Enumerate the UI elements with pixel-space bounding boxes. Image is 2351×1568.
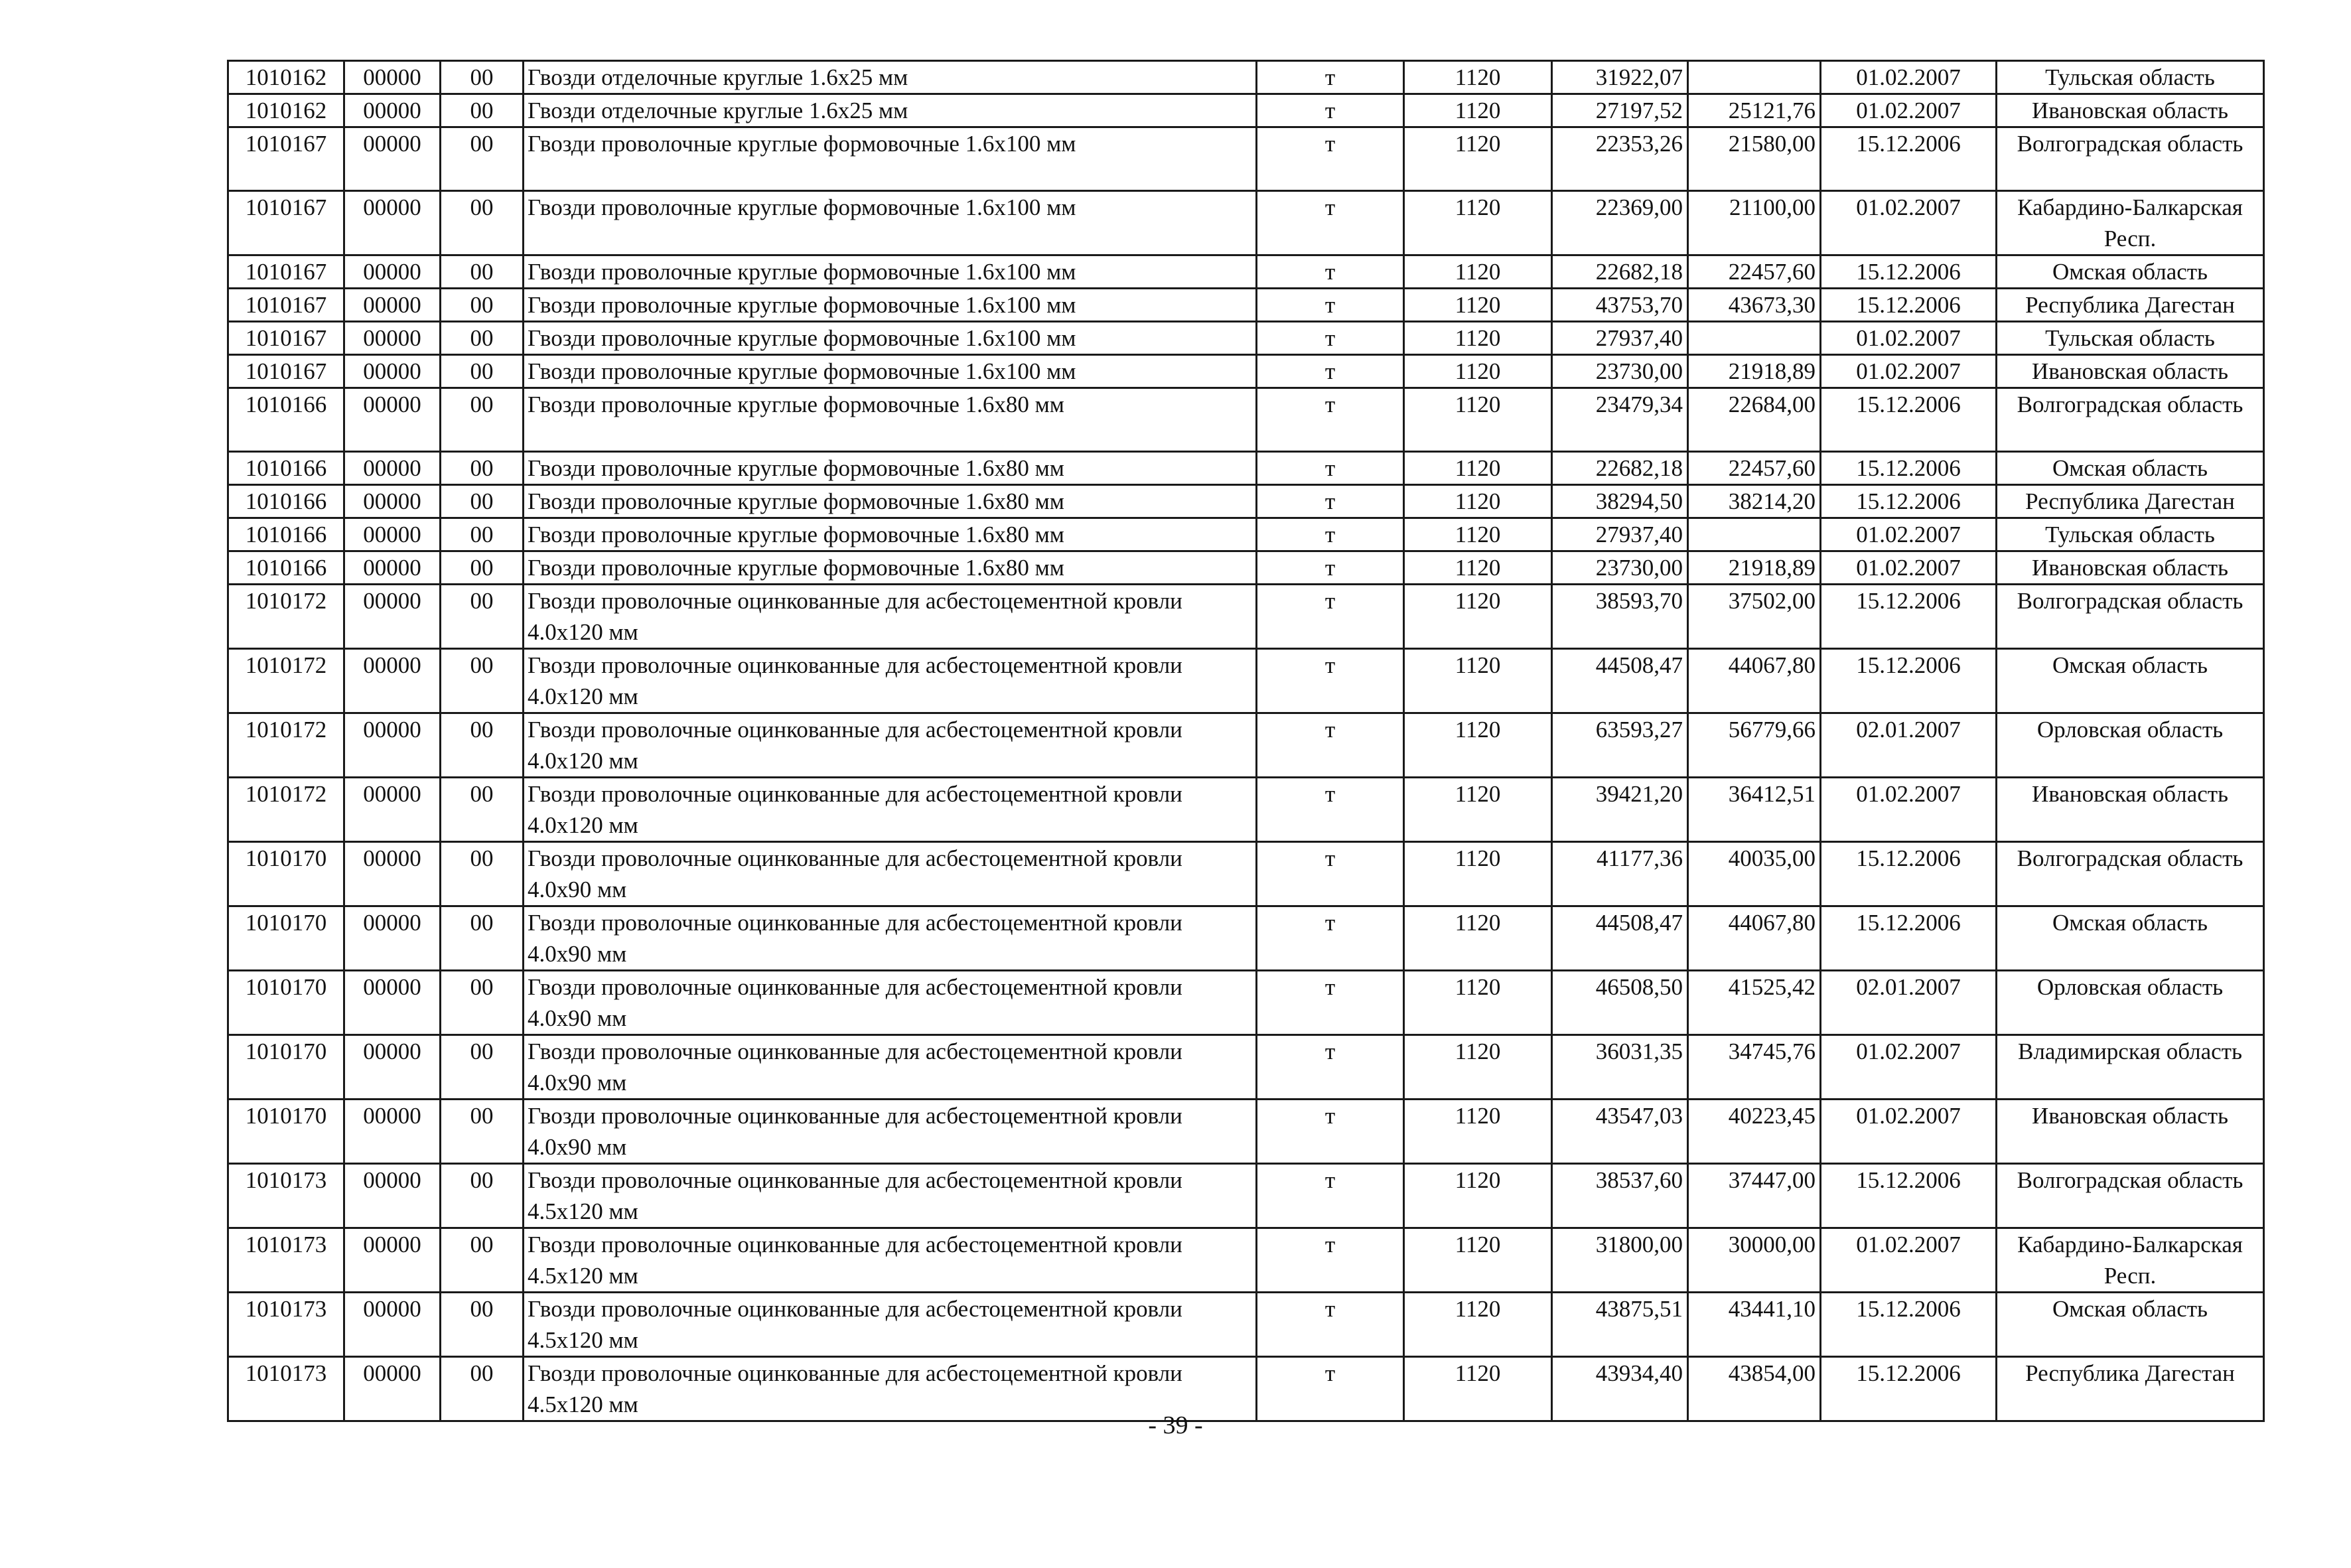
item-code-cell: 1010170 [228, 842, 344, 906]
item-code-cell: 1010167 [228, 127, 344, 191]
table-row [228, 585, 2264, 649]
price-min-cell: 43854,00 [1688, 1357, 1821, 1421]
price-max-cell: 23730,00 [1552, 551, 1688, 585]
variant-code-cell: 00 [441, 1357, 524, 1421]
item-code-cell: 1010166 [228, 518, 344, 551]
okei-code-cell: 1120 [1404, 713, 1552, 778]
price-min-cell: 22457,60 [1688, 452, 1821, 485]
unit-cell: т [1257, 971, 1404, 1035]
price-min-cell: 43673,30 [1688, 289, 1821, 322]
price-max-cell: 44508,47 [1552, 649, 1688, 713]
product-name-cell: Гвозди проволочные оцинкованные для асбестоцементной кровли 4.0х90 мм [524, 842, 1257, 906]
price-date-cell: 15.12.2006 [1821, 1357, 1997, 1421]
product-name-cell: Гвозди отделочные круглые 1.6х25 мм [524, 61, 1257, 94]
sub-code-cell: 00000 [344, 649, 441, 713]
region-cell: Омская область [1997, 649, 2264, 713]
price-min-cell: 44067,80 [1688, 649, 1821, 713]
price-min-cell [1688, 518, 1821, 551]
price-table [227, 60, 2265, 1422]
variant-code-cell: 00 [441, 1035, 524, 1100]
price-date-cell: 15.12.2006 [1821, 649, 1997, 713]
okei-code-cell: 1120 [1404, 1100, 1552, 1164]
region-cell: Республика Дагестан [1997, 289, 2264, 322]
price-date-cell: 02.01.2007 [1821, 971, 1997, 1035]
okei-code-cell: 1120 [1404, 551, 1552, 585]
product-name-cell: Гвозди проволочные круглые формовочные 1.6х80 мм [524, 518, 1257, 551]
sub-code-cell: 00000 [344, 1035, 441, 1100]
product-name-cell: Гвозди проволочные круглые формовочные 1.6х100 мм [524, 255, 1257, 289]
item-code-cell: 1010172 [228, 778, 344, 842]
price-date-cell: 01.02.2007 [1821, 778, 1997, 842]
table-row [228, 322, 2264, 355]
unit-cell: т [1257, 322, 1404, 355]
price-date-cell: 01.02.2007 [1821, 355, 1997, 388]
sub-code-cell: 00000 [344, 191, 441, 255]
price-max-cell: 22353,26 [1552, 127, 1688, 191]
okei-code-cell: 1120 [1404, 94, 1552, 127]
price-max-cell: 22682,18 [1552, 255, 1688, 289]
product-name-cell: Гвозди проволочные оцинкованные для асбестоцементной кровли 4.0х90 мм [524, 971, 1257, 1035]
price-min-cell: 21918,89 [1688, 355, 1821, 388]
variant-code-cell: 00 [441, 1293, 524, 1357]
product-name-cell: Гвозди проволочные круглые формовочные 1.6х80 мм [524, 551, 1257, 585]
sub-code-cell: 00000 [344, 94, 441, 127]
variant-code-cell: 00 [441, 452, 524, 485]
table-row [228, 1164, 2264, 1228]
region-cell: Орловская область [1997, 971, 2264, 1035]
table-row [228, 255, 2264, 289]
variant-code-cell: 00 [441, 355, 524, 388]
unit-cell: т [1257, 452, 1404, 485]
okei-code-cell: 1120 [1404, 971, 1552, 1035]
unit-cell: т [1257, 585, 1404, 649]
variant-code-cell: 00 [441, 842, 524, 906]
region-cell: Омская область [1997, 906, 2264, 971]
product-name-cell: Гвозди проволочные оцинкованные для асбестоцементной кровли 4.5х120 мм [524, 1164, 1257, 1228]
sub-code-cell: 00000 [344, 1293, 441, 1357]
item-code-cell: 1010172 [228, 649, 344, 713]
table-row [228, 355, 2264, 388]
region-cell: Ивановская область [1997, 1100, 2264, 1164]
price-max-cell: 43934,40 [1552, 1357, 1688, 1421]
table-row [228, 191, 2264, 255]
region-cell: Владимирская область [1997, 1035, 2264, 1100]
price-min-cell: 40223,45 [1688, 1100, 1821, 1164]
price-max-cell: 31800,00 [1552, 1228, 1688, 1293]
price-max-cell: 63593,27 [1552, 713, 1688, 778]
item-code-cell: 1010170 [228, 1100, 344, 1164]
sub-code-cell: 00000 [344, 518, 441, 551]
price-max-cell: 38593,70 [1552, 585, 1688, 649]
unit-cell: т [1257, 1164, 1404, 1228]
okei-code-cell: 1120 [1404, 1164, 1552, 1228]
item-code-cell: 1010167 [228, 255, 344, 289]
product-name-cell: Гвозди проволочные оцинкованные для асбестоцементной кровли 4.5х120 мм [524, 1357, 1257, 1421]
unit-cell: т [1257, 842, 1404, 906]
price-min-cell: 37447,00 [1688, 1164, 1821, 1228]
unit-cell: т [1257, 355, 1404, 388]
price-max-cell: 23479,34 [1552, 388, 1688, 452]
price-min-cell: 21918,89 [1688, 551, 1821, 585]
item-code-cell: 1010173 [228, 1357, 344, 1421]
variant-code-cell: 00 [441, 971, 524, 1035]
okei-code-cell: 1120 [1404, 1357, 1552, 1421]
region-cell: Республика Дагестан [1997, 485, 2264, 518]
okei-code-cell: 1120 [1404, 61, 1552, 94]
region-cell: Омская область [1997, 255, 2264, 289]
table-row [228, 94, 2264, 127]
table-row [228, 971, 2264, 1035]
unit-cell: т [1257, 1228, 1404, 1293]
unit-cell: т [1257, 255, 1404, 289]
variant-code-cell: 00 [441, 585, 524, 649]
variant-code-cell: 00 [441, 906, 524, 971]
price-min-cell: 30000,00 [1688, 1228, 1821, 1293]
price-max-cell: 46508,50 [1552, 971, 1688, 1035]
product-name-cell: Гвозди проволочные оцинкованные для асбестоцементной кровли 4.0х120 мм [524, 713, 1257, 778]
price-date-cell: 01.02.2007 [1821, 61, 1997, 94]
product-name-cell: Гвозди проволочные оцинкованные для асбестоцементной кровли 4.0х120 мм [524, 649, 1257, 713]
variant-code-cell: 00 [441, 94, 524, 127]
unit-cell: т [1257, 778, 1404, 842]
product-name-cell: Гвозди проволочные круглые формовочные 1.6х100 мм [524, 355, 1257, 388]
product-name-cell: Гвозди проволочные оцинкованные для асбестоцементной кровли 4.0х90 мм [524, 906, 1257, 971]
sub-code-cell: 00000 [344, 485, 441, 518]
price-min-cell: 25121,76 [1688, 94, 1821, 127]
price-date-cell: 01.02.2007 [1821, 191, 1997, 255]
okei-code-cell: 1120 [1404, 127, 1552, 191]
region-cell: Республика Дагестан [1997, 1357, 2264, 1421]
price-date-cell: 15.12.2006 [1821, 452, 1997, 485]
item-code-cell: 1010167 [228, 322, 344, 355]
price-min-cell: 37502,00 [1688, 585, 1821, 649]
unit-cell: т [1257, 1293, 1404, 1357]
variant-code-cell: 00 [441, 388, 524, 452]
unit-cell: т [1257, 906, 1404, 971]
okei-code-cell: 1120 [1404, 906, 1552, 971]
table-row [228, 485, 2264, 518]
price-max-cell: 23730,00 [1552, 355, 1688, 388]
okei-code-cell: 1120 [1404, 355, 1552, 388]
price-min-cell: 22684,00 [1688, 388, 1821, 452]
sub-code-cell: 00000 [344, 388, 441, 452]
price-date-cell: 15.12.2006 [1821, 485, 1997, 518]
okei-code-cell: 1120 [1404, 518, 1552, 551]
variant-code-cell: 00 [441, 191, 524, 255]
okei-code-cell: 1120 [1404, 322, 1552, 355]
price-date-cell: 15.12.2006 [1821, 842, 1997, 906]
unit-cell: т [1257, 127, 1404, 191]
variant-code-cell: 00 [441, 649, 524, 713]
sub-code-cell: 00000 [344, 1164, 441, 1228]
okei-code-cell: 1120 [1404, 585, 1552, 649]
price-date-cell: 15.12.2006 [1821, 289, 1997, 322]
price-max-cell: 27197,52 [1552, 94, 1688, 127]
item-code-cell: 1010172 [228, 585, 344, 649]
price-min-cell: 21100,00 [1688, 191, 1821, 255]
okei-code-cell: 1120 [1404, 842, 1552, 906]
price-date-cell: 15.12.2006 [1821, 255, 1997, 289]
table-row [228, 289, 2264, 322]
table-row [228, 1293, 2264, 1357]
price-min-cell: 36412,51 [1688, 778, 1821, 842]
variant-code-cell: 00 [441, 61, 524, 94]
item-code-cell: 1010173 [228, 1164, 344, 1228]
item-code-cell: 1010167 [228, 289, 344, 322]
region-cell: Тульская область [1997, 61, 2264, 94]
sub-code-cell: 00000 [344, 971, 441, 1035]
sub-code-cell: 00000 [344, 127, 441, 191]
price-min-cell: 40035,00 [1688, 842, 1821, 906]
sub-code-cell: 00000 [344, 1100, 441, 1164]
okei-code-cell: 1120 [1404, 649, 1552, 713]
okei-code-cell: 1120 [1404, 452, 1552, 485]
region-cell: Ивановская область [1997, 355, 2264, 388]
region-cell: Ивановская область [1997, 778, 2264, 842]
price-date-cell: 15.12.2006 [1821, 585, 1997, 649]
sub-code-cell: 00000 [344, 551, 441, 585]
item-code-cell: 1010166 [228, 485, 344, 518]
price-max-cell: 22369,00 [1552, 191, 1688, 255]
unit-cell: т [1257, 61, 1404, 94]
price-date-cell: 02.01.2007 [1821, 713, 1997, 778]
item-code-cell: 1010172 [228, 713, 344, 778]
price-date-cell: 15.12.2006 [1821, 388, 1997, 452]
variant-code-cell: 00 [441, 322, 524, 355]
unit-cell: т [1257, 713, 1404, 778]
product-name-cell: Гвозди проволочные оцинкованные для асбестоцементной кровли 4.0х90 мм [524, 1100, 1257, 1164]
unit-cell: т [1257, 1357, 1404, 1421]
price-max-cell: 27937,40 [1552, 322, 1688, 355]
variant-code-cell: 00 [441, 485, 524, 518]
region-cell: Ивановская область [1997, 94, 2264, 127]
price-date-cell: 01.02.2007 [1821, 1228, 1997, 1293]
item-code-cell: 1010167 [228, 355, 344, 388]
price-max-cell: 38294,50 [1552, 485, 1688, 518]
sub-code-cell: 00000 [344, 322, 441, 355]
item-code-cell: 1010170 [228, 906, 344, 971]
price-min-cell [1688, 322, 1821, 355]
price-max-cell: 39421,20 [1552, 778, 1688, 842]
product-name-cell: Гвозди проволочные круглые формовочные 1.6х100 мм [524, 289, 1257, 322]
variant-code-cell: 00 [441, 289, 524, 322]
item-code-cell: 1010170 [228, 971, 344, 1035]
variant-code-cell: 00 [441, 127, 524, 191]
region-cell: Омская область [1997, 1293, 2264, 1357]
unit-cell: т [1257, 551, 1404, 585]
product-name-cell: Гвозди проволочные круглые формовочные 1.6х100 мм [524, 191, 1257, 255]
sub-code-cell: 00000 [344, 906, 441, 971]
price-min-cell: 44067,80 [1688, 906, 1821, 971]
unit-cell: т [1257, 485, 1404, 518]
product-name-cell: Гвозди проволочные оцинкованные для асбестоцементной кровли 4.5х120 мм [524, 1228, 1257, 1293]
price-max-cell: 22682,18 [1552, 452, 1688, 485]
region-cell: Кабардино-Балкарская Респ. [1997, 1228, 2264, 1293]
price-date-cell: 01.02.2007 [1821, 1035, 1997, 1100]
product-name-cell: Гвозди проволочные оцинкованные для асбестоцементной кровли 4.0х120 мм [524, 585, 1257, 649]
unit-cell: т [1257, 649, 1404, 713]
okei-code-cell: 1120 [1404, 191, 1552, 255]
okei-code-cell: 1120 [1404, 1293, 1552, 1357]
variant-code-cell: 00 [441, 1228, 524, 1293]
price-date-cell: 01.02.2007 [1821, 551, 1997, 585]
price-date-cell: 15.12.2006 [1821, 1293, 1997, 1357]
product-name-cell: Гвозди проволочные оцинкованные для асбестоцементной кровли 4.0х90 мм [524, 1035, 1257, 1100]
item-code-cell: 1010173 [228, 1293, 344, 1357]
sub-code-cell: 00000 [344, 452, 441, 485]
sub-code-cell: 00000 [344, 1228, 441, 1293]
unit-cell: т [1257, 191, 1404, 255]
region-cell: Волгоградская область [1997, 1164, 2264, 1228]
sub-code-cell: 00000 [344, 842, 441, 906]
variant-code-cell: 00 [441, 255, 524, 289]
variant-code-cell: 00 [441, 713, 524, 778]
unit-cell: т [1257, 518, 1404, 551]
variant-code-cell: 00 [441, 778, 524, 842]
region-cell: Омская область [1997, 452, 2264, 485]
price-date-cell: 01.02.2007 [1821, 322, 1997, 355]
table-row [228, 1228, 2264, 1293]
unit-cell: т [1257, 1100, 1404, 1164]
price-min-cell: 43441,10 [1688, 1293, 1821, 1357]
price-max-cell: 43875,51 [1552, 1293, 1688, 1357]
sub-code-cell: 00000 [344, 585, 441, 649]
region-cell: Волгоградская область [1997, 127, 2264, 191]
price-max-cell: 43753,70 [1552, 289, 1688, 322]
price-min-cell: 41525,42 [1688, 971, 1821, 1035]
table-row [228, 518, 2264, 551]
unit-cell: т [1257, 388, 1404, 452]
region-cell: Волгоградская область [1997, 388, 2264, 452]
table-row [228, 1035, 2264, 1100]
item-code-cell: 1010162 [228, 61, 344, 94]
price-max-cell: 31922,07 [1552, 61, 1688, 94]
item-code-cell: 1010166 [228, 452, 344, 485]
item-code-cell: 1010167 [228, 191, 344, 255]
product-name-cell: Гвозди проволочные круглые формовочные 1.6х100 мм [524, 127, 1257, 191]
table-row [228, 388, 2264, 452]
table-body [228, 61, 2264, 1421]
product-name-cell: Гвозди проволочные круглые формовочные 1.6х100 мм [524, 322, 1257, 355]
product-name-cell: Гвозди проволочные оцинкованные для асбестоцементной кровли 4.5х120 мм [524, 1293, 1257, 1357]
table-row [228, 778, 2264, 842]
price-date-cell: 01.02.2007 [1821, 518, 1997, 551]
okei-code-cell: 1120 [1404, 388, 1552, 452]
price-max-cell: 36031,35 [1552, 1035, 1688, 1100]
price-max-cell: 38537,60 [1552, 1164, 1688, 1228]
unit-cell: т [1257, 1035, 1404, 1100]
table-row [228, 127, 2264, 191]
item-code-cell: 1010166 [228, 551, 344, 585]
product-name-cell: Гвозди проволочные круглые формовочные 1.6х80 мм [524, 452, 1257, 485]
okei-code-cell: 1120 [1404, 778, 1552, 842]
price-date-cell: 01.02.2007 [1821, 1100, 1997, 1164]
product-name-cell: Гвозди проволочные оцинкованные для асбестоцементной кровли 4.0х120 мм [524, 778, 1257, 842]
okei-code-cell: 1120 [1404, 255, 1552, 289]
product-name-cell: Гвозди отделочные круглые 1.6х25 мм [524, 94, 1257, 127]
price-date-cell: 15.12.2006 [1821, 1164, 1997, 1228]
sub-code-cell: 00000 [344, 255, 441, 289]
price-date-cell: 01.02.2007 [1821, 94, 1997, 127]
region-cell: Тульская область [1997, 322, 2264, 355]
table-row [228, 61, 2264, 94]
sub-code-cell: 00000 [344, 289, 441, 322]
price-max-cell: 41177,36 [1552, 842, 1688, 906]
table-row [228, 551, 2264, 585]
okei-code-cell: 1120 [1404, 1228, 1552, 1293]
sub-code-cell: 00000 [344, 1357, 441, 1421]
table-row [228, 906, 2264, 971]
variant-code-cell: 00 [441, 1100, 524, 1164]
region-cell: Волгоградская область [1997, 842, 2264, 906]
price-min-cell: 22457,60 [1688, 255, 1821, 289]
unit-cell: т [1257, 289, 1404, 322]
table-row [228, 452, 2264, 485]
item-code-cell: 1010162 [228, 94, 344, 127]
price-min-cell: 56779,66 [1688, 713, 1821, 778]
okei-code-cell: 1120 [1404, 485, 1552, 518]
variant-code-cell: 00 [441, 518, 524, 551]
sub-code-cell: 00000 [344, 713, 441, 778]
price-max-cell: 44508,47 [1552, 906, 1688, 971]
okei-code-cell: 1120 [1404, 289, 1552, 322]
price-min-cell: 38214,20 [1688, 485, 1821, 518]
sub-code-cell: 00000 [344, 778, 441, 842]
sub-code-cell: 00000 [344, 355, 441, 388]
item-code-cell: 1010173 [228, 1228, 344, 1293]
table-row [228, 713, 2264, 778]
price-max-cell: 43547,03 [1552, 1100, 1688, 1164]
okei-code-cell: 1120 [1404, 1035, 1552, 1100]
table-row [228, 649, 2264, 713]
price-min-cell [1688, 61, 1821, 94]
item-code-cell: 1010170 [228, 1035, 344, 1100]
price-min-cell: 21580,00 [1688, 127, 1821, 191]
page-number: - 39 - [1148, 1411, 1203, 1439]
price-date-cell: 15.12.2006 [1821, 127, 1997, 191]
unit-cell: т [1257, 94, 1404, 127]
region-cell: Волгоградская область [1997, 585, 2264, 649]
region-cell: Тульская область [1997, 518, 2264, 551]
price-max-cell: 27937,40 [1552, 518, 1688, 551]
variant-code-cell: 00 [441, 1164, 524, 1228]
region-cell: Ивановская область [1997, 551, 2264, 585]
region-cell: Кабардино-Балкарская Респ. [1997, 191, 2264, 255]
table-row [228, 1100, 2264, 1164]
price-min-cell: 34745,76 [1688, 1035, 1821, 1100]
table-row [228, 842, 2264, 906]
product-name-cell: Гвозди проволочные круглые формовочные 1.6х80 мм [524, 388, 1257, 452]
region-cell: Орловская область [1997, 713, 2264, 778]
variant-code-cell: 00 [441, 551, 524, 585]
product-name-cell: Гвозди проволочные круглые формовочные 1.6х80 мм [524, 485, 1257, 518]
sub-code-cell: 00000 [344, 61, 441, 94]
item-code-cell: 1010166 [228, 388, 344, 452]
price-date-cell: 15.12.2006 [1821, 906, 1997, 971]
